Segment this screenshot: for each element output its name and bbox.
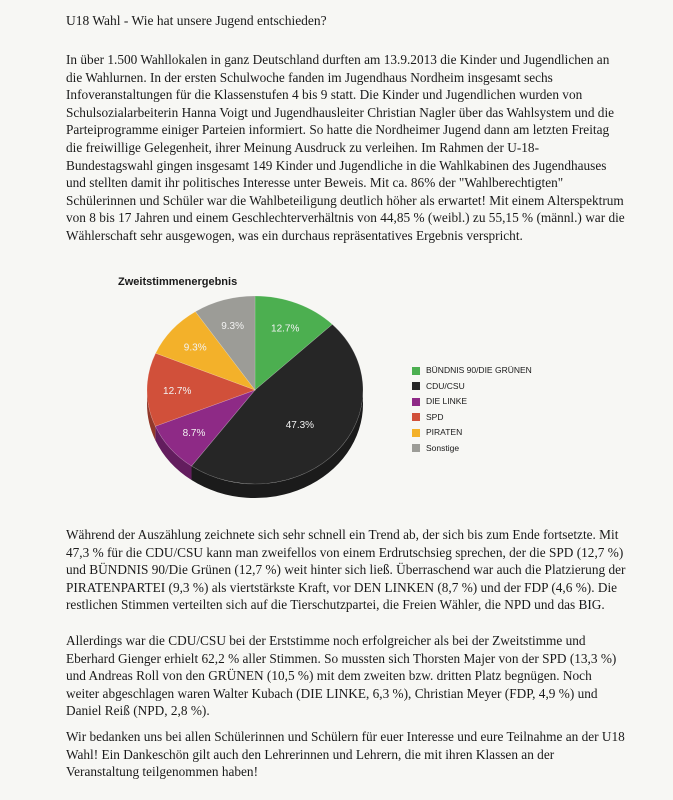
intro-paragraph: In über 1.500 Wahllokalen in ganz Deutschland durften am 13.9.2013 die Kinder und Jugendlichen an die Wahlurnen. In der ersten Schulwoche fanden im Jugendhaus Nordheim insgesamt sechs Infoveranstaltungen für die Klassenstufen 4 bis 9 statt. Die Kinder und Jugendlichen wurden von Schulsozialarbeiterin Hanna Voigt und Jugendhausleiter Christian Nagler über das Wahlsystem und die Parteiprogramme einiger Parteien informiert. So hatte die Nordheimer Jugend dann am letzten Freitag die freiwillige Gelegenheit, ihrer Meinung Ausdruck zu verleihen. Im Rahmen der U-18-Bundestagswahl gingen insgesamt 149 Kinder und Jugendliche in die Wahlkabinen des Jugendhauses und stellten damit ihr politisches Interesse unter Beweis. Mit ca. 86% der "Wahlberechtigten" Schülerinnen und Schüler war die Wahlbeteiligung deutlich höher als erwartet! Mit einem Alterspektrum von 8 bis 17 Jahren und einem Geschlechterverhältnis von 44,85 % (weibl.) zu 55,15 % (männl.) war die Wählerschaft sehr ausgewogen, was ein durchaus repräsentatives Ergebnis verspricht. xyxy=(66,52,625,243)
legend-label: CDU/CSU xyxy=(426,380,465,391)
legend-swatch xyxy=(412,444,420,452)
legend-item-piraten xyxy=(412,425,532,441)
pie-label-spd: 12.7% xyxy=(163,385,192,397)
pie-label-sonstige: 9.3% xyxy=(221,321,244,333)
pie-label-cdu-csu: 47.3% xyxy=(285,419,315,431)
first-vote-paragraph: Allerdings war die CDU/CSU bei der Erststimme noch erfolgreicher als bei der Zweitstimme und Eberhard Gienger erhielt 62,2 % aller Stimmen. So mussten sich Thorsten Majer von der SPD (13,3 %) und Andreas Roll von den GRÜNEN (10,5 %) mit dem zweiten bzw. dritten Platz begnügen. Noch weiter abgeschlagen waren Walter Kubach (DIE LINKE, 6,3 %), Christian Meyer (FDP, 4,9 %) und Daniel Reiß (NPD, 2,8 %). xyxy=(66,633,617,719)
legend-item-die-linke xyxy=(412,394,532,410)
legend-item-cdu-csu xyxy=(412,379,532,395)
legend-label: Sonstige xyxy=(426,442,460,453)
legend-item-b-ndnis-90-die-gr-nen xyxy=(412,363,532,379)
legend-label: PIRATEN xyxy=(426,427,463,437)
legend-swatch xyxy=(412,382,420,390)
results-paragraph: Während der Auszählung zeichnete sich sehr schnell ein Trend ab, der sich bis zum Ende fortsetzte. Mit 47,3 % für die CDU/CSU kann man zweifellos von einem Erdrutschsieg sprechen, der die SPD (12,7 %) und BÜNDNIS 90/Die Grünen (12,7 %) weit hinter sich ließ. Überraschend war auch die Platzierung der PIRATENPARTEI (9,3 %) als viertstärkste Kraft, vor DEN LINKEN (8,7 %) und der FDP (4,6 %). Die restlichen Stimmen verteilten sich auf die Tierschutzpartei, die Freien Wähler, die NPD und das BIG. xyxy=(66,527,626,613)
legend-label: BÜNDNIS 90/DIE GRÜNEN xyxy=(426,365,532,375)
legend-swatch xyxy=(412,398,420,406)
pie-chart-svg xyxy=(100,270,410,515)
pie-label-die-linke: 8.7% xyxy=(182,428,206,439)
legend-item-spd xyxy=(412,410,532,426)
legend-label: DIE LINKE xyxy=(426,396,468,406)
legend-swatch xyxy=(412,413,420,421)
pie-label-piraten: 9.3% xyxy=(183,342,207,354)
chart-title: Zweitstimmenergebnis xyxy=(118,276,238,288)
pie-label-b-ndnis-90-die-gr-nen: 12.7% xyxy=(271,323,300,335)
pie-chart xyxy=(100,270,570,515)
page-title: U18 Wahl - Wie hat unsere Jugend entschieden? xyxy=(66,13,327,28)
chart-legend xyxy=(412,363,532,456)
thanks-paragraph: Wir bedanken uns bei allen Schülerinnen und Schülern für euer Interesse und eure Teilnahme an der U18 Wahl! Ein Dankeschön gilt auch den Lehrerinnen und Lehrern, die mit ihren Klassen an der Veranstaltung teilgenommen haben! xyxy=(66,729,625,780)
legend-swatch xyxy=(412,367,420,375)
legend-swatch xyxy=(412,429,420,437)
legend-label: SPD xyxy=(426,411,444,422)
legend-item-sonstige xyxy=(412,441,532,457)
